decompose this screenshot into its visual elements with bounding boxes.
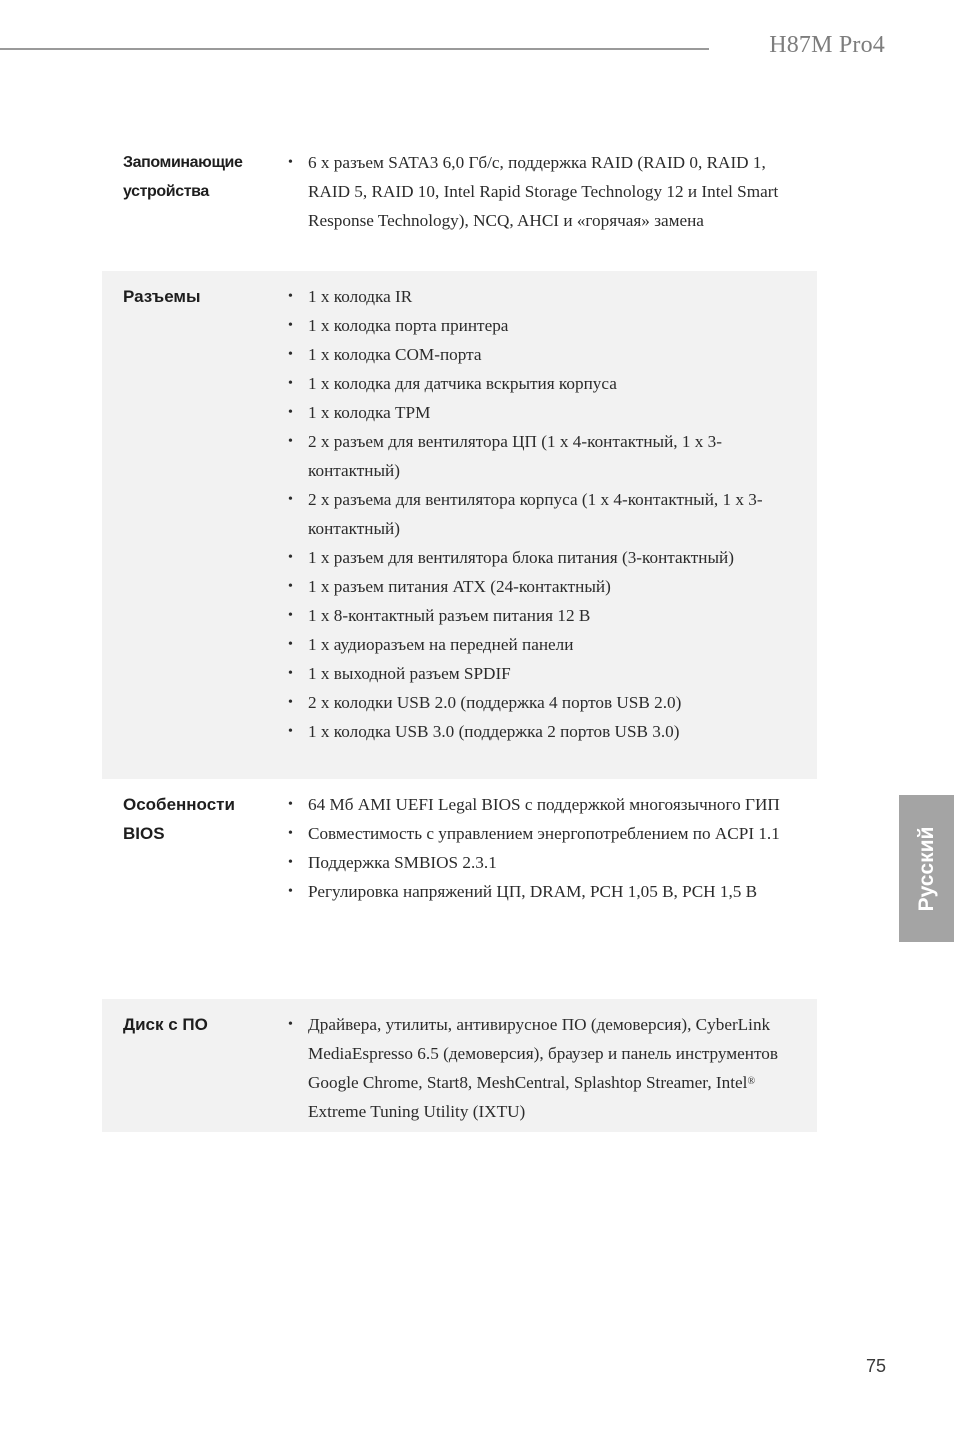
bullet-icon: • xyxy=(288,347,293,362)
page-number: 75 xyxy=(865,1356,886,1376)
list-item: • 1 x разъем для вентилятора блока питания (3-контактный) xyxy=(288,543,798,572)
bullet-icon: • xyxy=(288,695,293,710)
list-item: • Драйвера, утилиты, антивирусное ПО (демоверсия), CyberLink MediaEspresso 6.5 (демоверсия), браузер и панель инструментов Google Chrome, Start8, MeshCentral, Splashtop Streamer, Intel® Extreme Tuning Utility (IXTU) xyxy=(288,1010,798,1126)
bullet-icon: • xyxy=(288,318,293,333)
list-item: • 1 x колодка COM-порта xyxy=(288,340,798,369)
spec-values-storage xyxy=(288,148,798,263)
spec-values-bios xyxy=(288,790,798,991)
bullet-icon: • xyxy=(288,550,293,565)
bullet-icon: • xyxy=(288,884,293,899)
bullet-icon: • xyxy=(288,579,293,594)
list-item: • 2 x разъем для вентилятора ЦП (1 x 4-контактный, 1 x 3-контактный) xyxy=(288,427,798,485)
spec-label-storage: Запоминающие устройства xyxy=(123,154,243,200)
bullet-icon: • xyxy=(288,405,293,420)
bullet-icon: • xyxy=(288,1017,293,1032)
list-item: • 1 x колодка для датчика вскрытия корпуса xyxy=(288,369,798,398)
bullet-icon: • xyxy=(288,855,293,870)
list-item: • Совместимость с управлением энергопотреблением по ACPI 1.1 xyxy=(288,819,798,848)
list-item: • 6 x разъем SATA3 6,0 Гб/с, поддержка RAID (RAID 0, RAID 1, RAID 5, RAID 10, Intel Rapid Storage Technology 12 и Intel Smart Response Technology), NCQ, AHCI и «горячая» замена xyxy=(288,148,798,235)
model-title: H87M Pro4 xyxy=(769,32,885,58)
spec-label-connectors: Разъемы xyxy=(123,287,201,306)
bullet-icon: • xyxy=(288,666,293,681)
header-rule xyxy=(0,48,709,50)
list-item: • 2 x колодки USB 2.0 (поддержка 4 портов USB 2.0) xyxy=(288,688,798,717)
registered-mark: ® xyxy=(747,1076,756,1087)
list-item: • 2 x разъема для вентилятора корпуса (1 x 4-контактный, 1 x 3-контактный) xyxy=(288,485,798,543)
list-item: • Регулировка напряжений ЦП, DRAM, PCH 1,05 В, PCH 1,5 В xyxy=(288,877,798,906)
language-tab-label: Русский xyxy=(914,826,938,911)
bullet-icon: • xyxy=(288,492,293,507)
spec-row-software xyxy=(102,999,817,1132)
spec-row-storage xyxy=(102,140,817,271)
spec-values-software xyxy=(288,1010,798,1124)
list-item: • 1 x разъем питания ATX (24-контактный) xyxy=(288,572,798,601)
list-item: • 1 x колодка USB 3.0 (поддержка 2 портов USB 3.0) xyxy=(288,717,798,746)
bullet-icon: • xyxy=(288,637,293,652)
list-item: • 64 Мб AMI UEFI Legal BIOS с поддержкой многоязычного ГИП xyxy=(288,790,798,819)
bullet-icon: • xyxy=(288,155,293,170)
spec-label-bios: Особенности BIOS xyxy=(123,795,235,843)
list-item: • Поддержка SMBIOS 2.3.1 xyxy=(288,848,798,877)
bullet-icon: • xyxy=(288,724,293,739)
bullet-icon: • xyxy=(288,376,293,391)
bullet-icon: • xyxy=(288,289,293,304)
bullet-icon: • xyxy=(288,608,293,623)
bullet-icon: • xyxy=(288,434,293,449)
spec-table xyxy=(102,140,817,1132)
list-item: • 1 x колодка IR xyxy=(288,282,798,311)
spec-values-connectors xyxy=(288,282,798,771)
list-item: • 1 x аудиоразъем на передней панели xyxy=(288,630,798,659)
bullet-icon: • xyxy=(288,797,293,812)
spec-row-connectors xyxy=(102,271,817,779)
list-item: • 1 x колодка TPM xyxy=(288,398,798,427)
list-item: • 1 x выходной разъем SPDIF xyxy=(288,659,798,688)
spec-label-software: Диск с ПО xyxy=(123,1015,208,1034)
bullet-icon: • xyxy=(288,826,293,841)
language-tab[interactable] xyxy=(899,795,954,942)
list-item: • 1 x 8-контактный разъем питания 12 В xyxy=(288,601,798,630)
spec-row-bios xyxy=(102,779,817,999)
list-item: • 1 x колодка порта принтера xyxy=(288,311,798,340)
